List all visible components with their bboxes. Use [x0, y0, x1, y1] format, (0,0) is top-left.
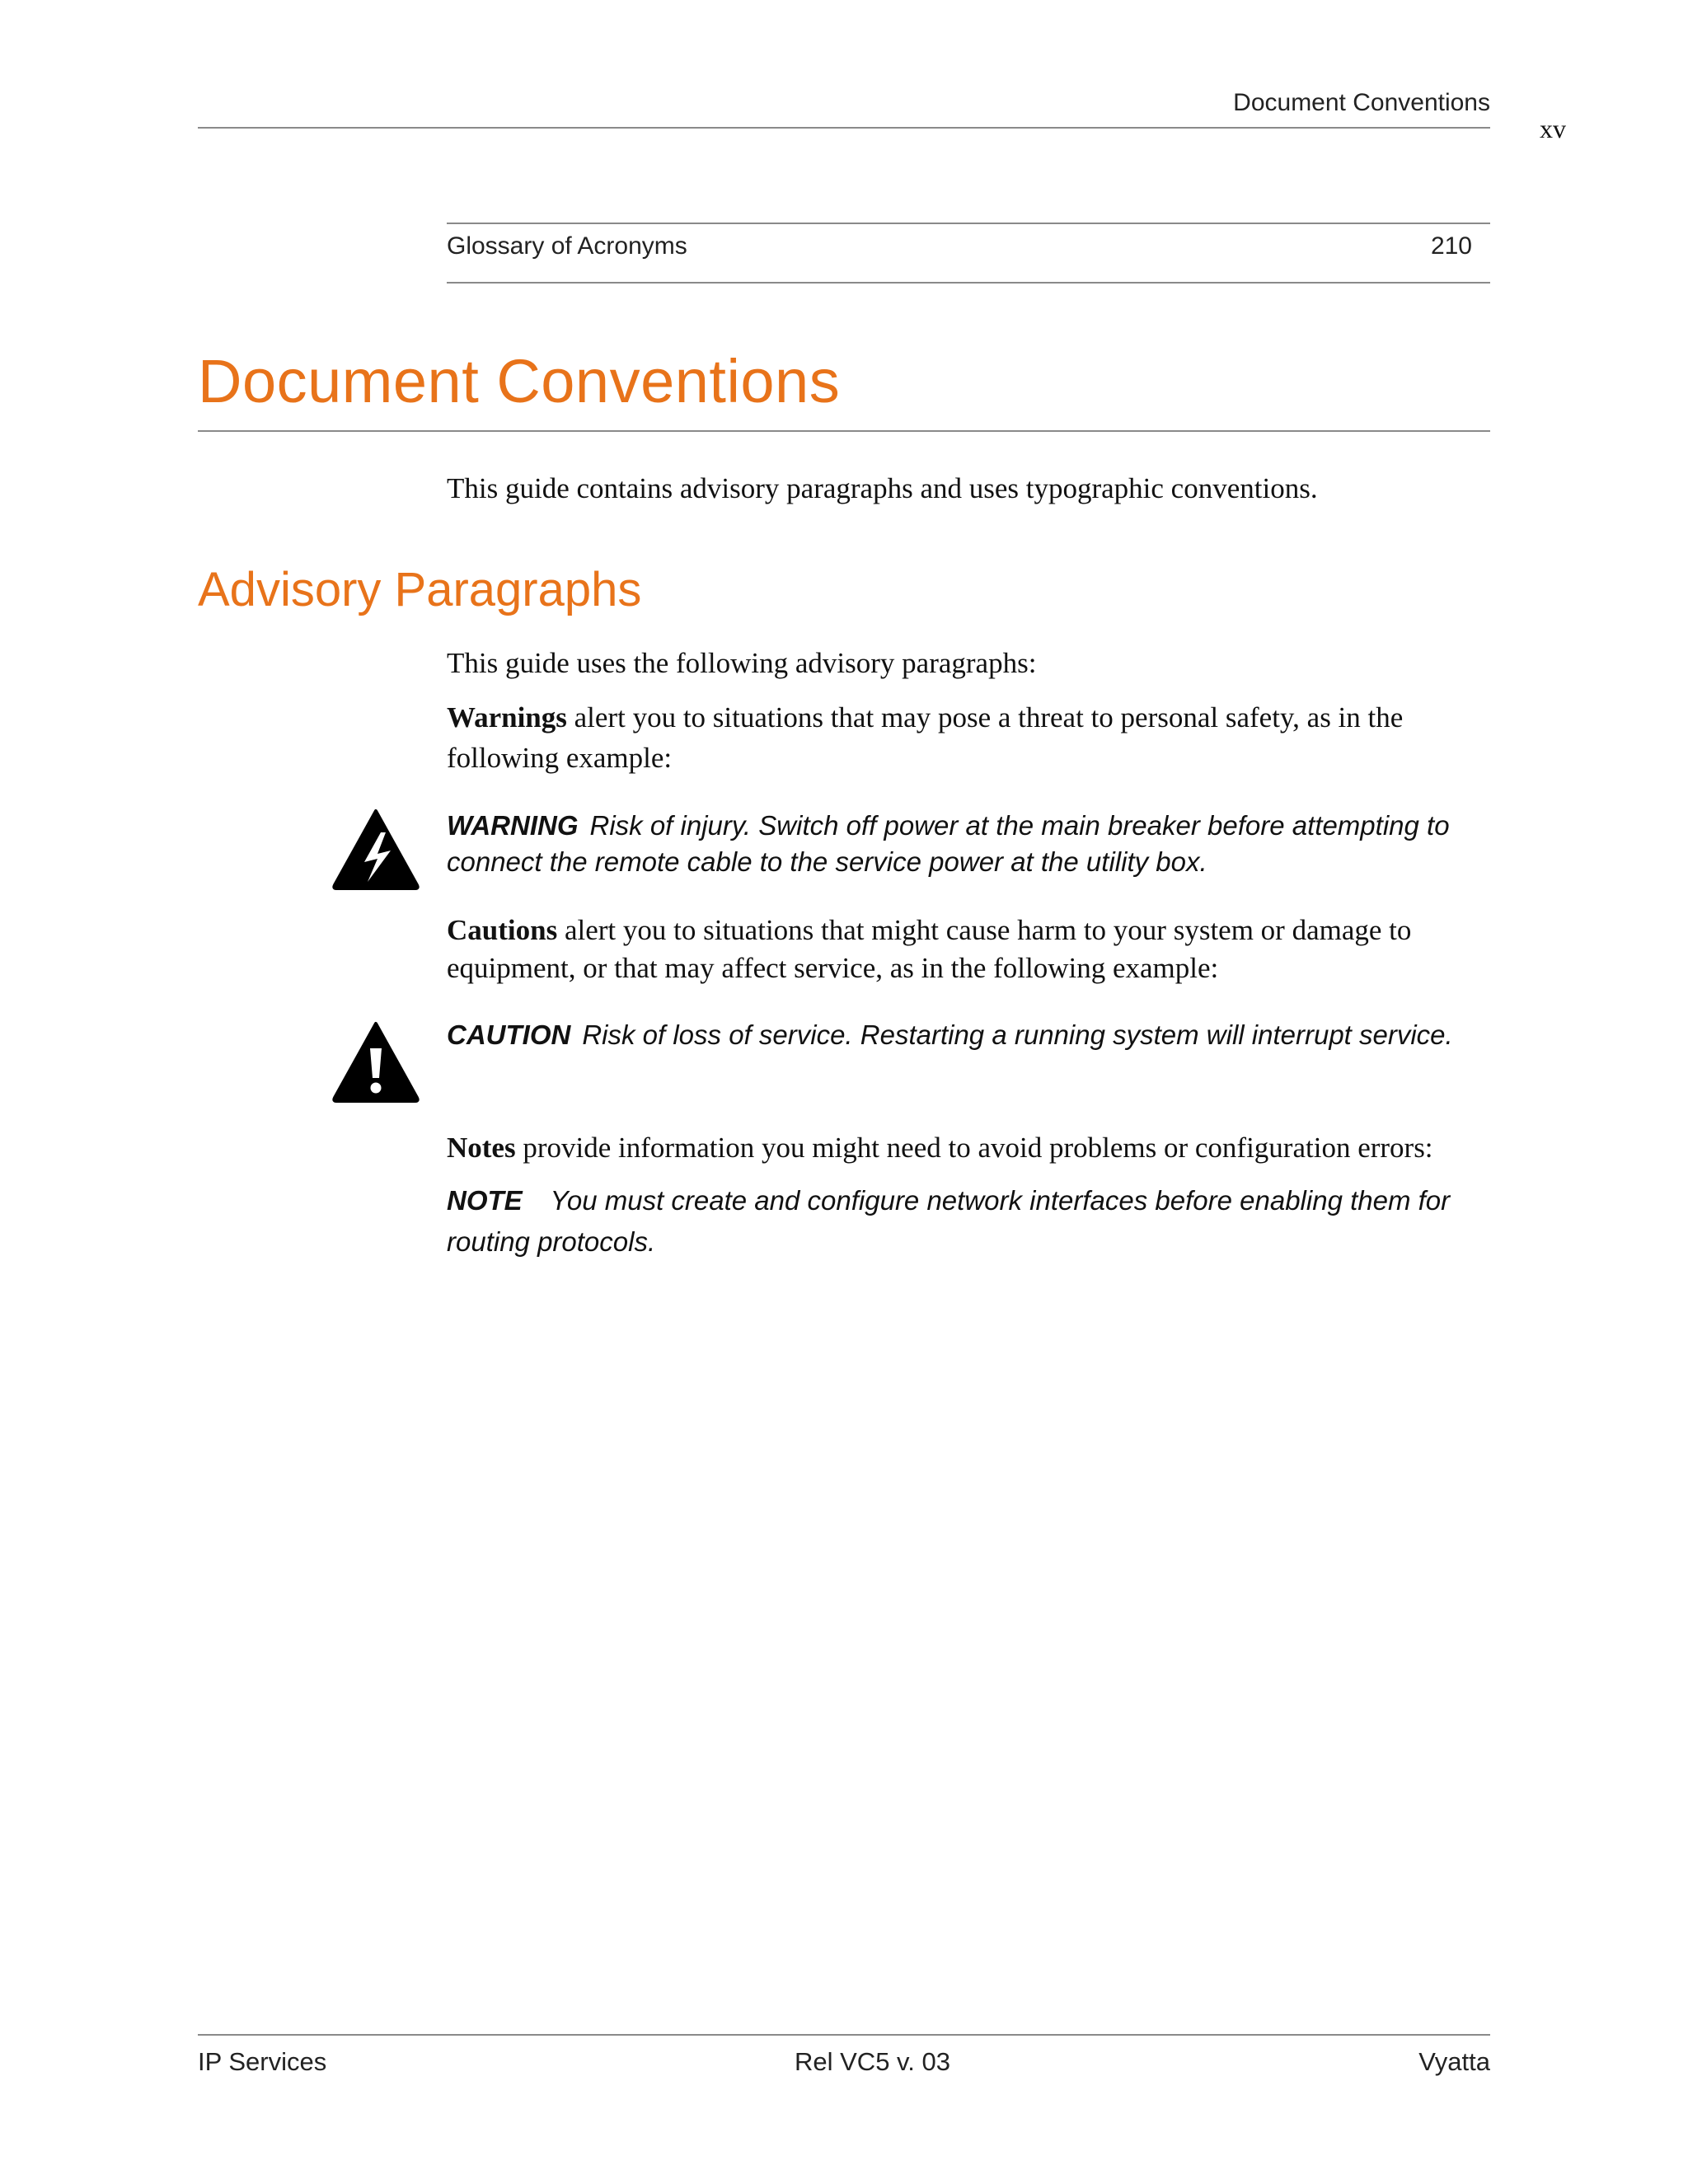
caution-tag: CAUTION: [447, 1019, 571, 1050]
warning-lightning-icon: [331, 808, 420, 890]
header-rule: [198, 127, 1490, 129]
notes-term: Notes: [447, 1132, 516, 1164]
cautions-text: alert you to situations that might cause harm to your system or damage to equipment, or that may affect service, as in the following example:: [447, 914, 1412, 984]
footer-rule: [198, 2034, 1490, 2036]
title-rule: [198, 430, 1490, 432]
caution-advisory: [447, 1017, 1492, 1053]
advisory-intro: This guide uses the following advisory paragraphs:: [447, 647, 1037, 679]
footer-right: Vyatta: [1418, 2047, 1490, 2076]
cautions-term: Cautions: [447, 914, 558, 946]
page-number: xv: [1540, 114, 1566, 143]
note-text: You must create and configure network interfaces before enabling them for routing protocols.: [447, 1185, 1451, 1257]
notes-text: provide information you might need to avoid problems or configuration errors:: [515, 1132, 1433, 1164]
warnings-description: [447, 697, 1492, 778]
toc-entry-page[interactable]: 210: [1430, 232, 1472, 260]
page-title: Document Conventions: [198, 347, 841, 415]
caution-text: Risk of loss of service. Restarting a running system will interrupt service.: [582, 1019, 1453, 1050]
advisory-heading: Advisory Paragraphs: [198, 563, 642, 616]
warning-tag: WARNING: [447, 810, 579, 841]
caution-exclamation-icon: [331, 1020, 420, 1103]
footer-center: Rel VC5 v. 03: [795, 2047, 950, 2076]
notes-description: [447, 1127, 1492, 1168]
warnings-text: alert you to situations that may pose a threat to personal safety, as in the following example:: [447, 701, 1404, 774]
note-tag: NOTE: [447, 1185, 523, 1216]
warnings-term: Warnings: [447, 701, 567, 733]
warning-advisory: [447, 808, 1492, 880]
note-advisory: [447, 1180, 1492, 1263]
section-intro: This guide contains advisory paragraphs and uses typographic conventions.: [447, 472, 1318, 504]
footer-left: IP Services: [198, 2047, 327, 2076]
warning-text: Risk of injury. Switch off power at the main breaker before attempting to connect the remote cable to the service power at the utility box.: [447, 810, 1450, 877]
toc-entry-label[interactable]: Glossary of Acronyms: [447, 232, 687, 260]
cautions-description: [447, 912, 1492, 987]
toc-bottom-rule: [447, 282, 1490, 284]
toc-top-rule: [447, 223, 1490, 224]
running-header-title: Document Conventions: [1233, 89, 1490, 116]
